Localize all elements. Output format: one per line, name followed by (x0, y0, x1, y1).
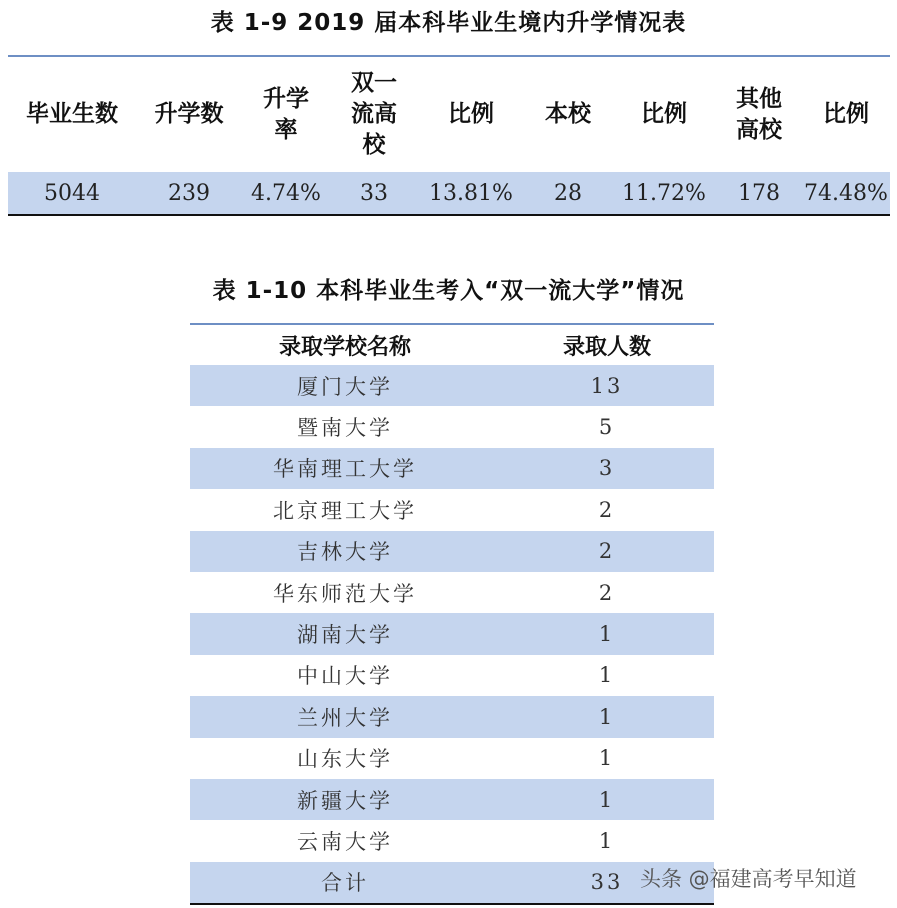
header-ratio-3: 比例 (823, 101, 869, 127)
header-admission-rate: 升学率 (263, 85, 309, 143)
table-row (190, 696, 714, 737)
table-row (190, 406, 714, 447)
school-name: 暨南大学 (297, 416, 393, 441)
school-name: 吉林大学 (190, 531, 500, 572)
school-name: 华南理工大学 (190, 448, 500, 489)
school-name: 湖南大学 (190, 613, 500, 654)
table-row (190, 738, 714, 779)
admitted-count: 1 (598, 746, 616, 771)
cell-admitted: 239 (136, 172, 242, 215)
table-row (8, 172, 890, 215)
double-first-class-admission-table (190, 323, 714, 905)
cell-admission-rate: 4.74% (242, 172, 330, 215)
cell-ratio-2: 11.72% (612, 172, 716, 215)
cell-ratio-1: 13.81% (418, 172, 524, 215)
table-header-row (190, 324, 714, 365)
cell-other-schools: 178 (716, 172, 802, 215)
cell-double-first-class: 33 (330, 172, 418, 215)
table-row (190, 365, 714, 406)
table-row (190, 489, 714, 530)
total-label: 合计 (190, 862, 500, 904)
school-name: 云南大学 (297, 829, 393, 854)
header-admitted-count: 录取人数 (562, 334, 651, 360)
cell-ratio-3: 74.48% (802, 172, 890, 215)
table-row (190, 779, 714, 820)
school-name: 北京理工大学 (273, 498, 417, 523)
header-school-name: 录取学校名称 (278, 334, 411, 360)
header-double-first-class: 双一流高校 (351, 70, 397, 158)
admitted-count: 2 (598, 580, 616, 605)
graduate-admission-table (8, 55, 890, 216)
total-row (190, 862, 714, 904)
admitted-count: 5 (598, 415, 616, 440)
school-name: 兰州大学 (190, 696, 500, 737)
school-name: 中山大学 (297, 664, 393, 689)
header-admitted: 升学数 (154, 101, 224, 127)
table-1-10-caption: 表 1-10 本科毕业生考入“双一流大学”情况 (212, 278, 685, 304)
header-ratio-1: 比例 (448, 101, 494, 127)
admitted-count: 1 (500, 779, 714, 820)
admitted-count: 1 (500, 613, 714, 654)
admitted-count: 1 (500, 696, 714, 737)
school-name: 新疆大学 (190, 779, 500, 820)
table-1-9-caption: 表 1-9 2019 届本科毕业生境内升学情况表 (210, 10, 687, 36)
admitted-count: 2 (598, 497, 616, 522)
table-row (190, 655, 714, 696)
school-name: 厦门大学 (190, 365, 500, 406)
school-name: 华东师范大学 (273, 581, 417, 606)
school-name: 山东大学 (297, 747, 393, 772)
header-graduates: 毕业生数 (26, 101, 118, 127)
watermark: 头条 @福建高考早知道 (640, 867, 857, 891)
table-row (190, 613, 714, 654)
header-own-school: 本校 (545, 101, 591, 127)
table-row (190, 531, 714, 572)
header-ratio-2: 比例 (641, 101, 687, 127)
table-header-row (8, 56, 890, 172)
admitted-count: 1 (598, 663, 616, 688)
table-row (190, 448, 714, 489)
admitted-count: 13 (500, 365, 714, 406)
table-row (190, 820, 714, 861)
admitted-count: 1 (598, 828, 616, 853)
admitted-count: 3 (500, 448, 714, 489)
table-row (190, 572, 714, 613)
cell-graduates: 5044 (8, 172, 136, 215)
admitted-count: 2 (500, 531, 714, 572)
total-count: 33 (500, 862, 714, 904)
header-other-schools: 其他高校 (736, 85, 782, 143)
cell-own-school: 28 (524, 172, 612, 215)
